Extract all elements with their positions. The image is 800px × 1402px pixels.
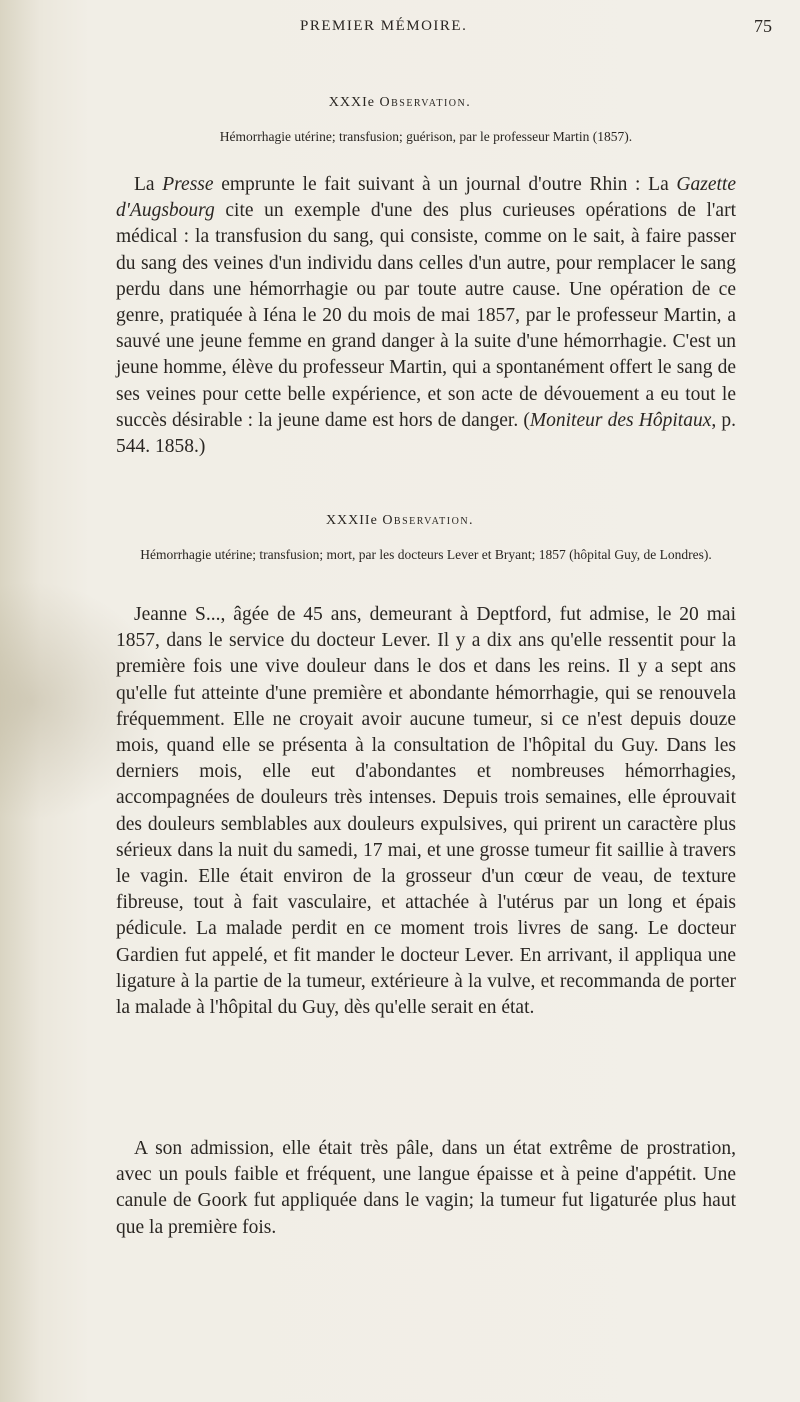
running-title: PREMIER MÉMOIRE. bbox=[300, 18, 468, 34]
observation-31-number: XXXIe bbox=[328, 95, 375, 110]
observation-32-label: Observation. bbox=[382, 513, 475, 528]
page-number: 75 bbox=[754, 16, 772, 36]
observation-31-label: Observation. bbox=[379, 95, 472, 110]
journal-title-presse: Presse bbox=[162, 174, 214, 195]
observation-31-subheading: Hémorrhagie utérine; transfusion; guérison, par le professeur Martin (1857). bbox=[219, 129, 633, 144]
observation-32-paragraph-1: Jeanne S..., âgée de 45 ans, demeurant à Deptford, fut admise, le 20 mai 1857, dans le service du docteur Lever. Il y a dix ans qu'elle ressentit pour la première fois une vive douleur dans le dos et dans les reins. Il y a sept ans qu'elle fut atteinte d'une première et abondante hémorrhagie, qui se renouvela fréquemment. Elle ne croyait avoir aucune tumeur, si ce n'est depuis douze mois, quand elle se présenta à la consultation de l'hôpital du Guy. Dans les derniers mois, elle eut d'abondantes et nombreuses hémorrhagies, accompagnées de douleurs très intenses. Depuis trois semaines, elle éprouvait des douleurs semblables aux douleurs expulsives, qui prirent un caractère plus sérieux dans la nuit du samedi, 17 mai, et une grosse tumeur fit saillie à travers le vagin. Elle était environ de la grosseur d'un cœur de veau, de texture fibreuse, tout à fait vasculaire, et attachée à l'utérus par un long et épais pédicule. La malade perdit en ce moment trois livres de sang. Le docteur Gardien fut appelé, et fit mander le docteur Lever. En arrivant, il appliqua une ligature à la partie de la tumeur, extérieure à la vulve, et recommanda de porter la malade à l'hôpital du Guy, dès qu'elle serait en état. bbox=[116, 604, 736, 1019]
observation-32-subheading: Hémorrhagie utérine; transfusion; mort, par les docteurs Lever et Bryant; 1857 (hôpital Guy, de Londres). bbox=[140, 547, 712, 562]
observation-31-paragraph bbox=[116, 172, 736, 460]
observation-32-heading bbox=[0, 513, 800, 529]
running-head bbox=[0, 16, 800, 40]
journal-title-gazette: Gazette d'Augsbourg bbox=[116, 174, 736, 222]
observation-31-heading bbox=[0, 95, 800, 111]
observation-31-text-2: emprunte le fait suivant à un journal d'outre Rhin : La bbox=[213, 174, 677, 195]
observation-31-text-4: , p. 544. 1858.) bbox=[116, 409, 737, 458]
journal-title-moniteur: Moniteur des Hôpitaux bbox=[529, 409, 712, 431]
observation-31-text-3: cite un exemple d'une des plus curieuses opérations de l'art médical : la transfusion du sang, qui consiste, comme on le sait, à faire passer du sang des veines d'un individu dans celles d'un autre, pour remplacer le sang perdu dans une hémorrhagie ou par toute autre cause. Une opération de ce genre, pratiquée à Iéna le 20 du mois de mai 1857, par le professeur Martin, a sauvé une jeune femme en grand danger à la suite d'une hémorrhagie. C'est un jeune homme, élève du professeur Martin, qui a spontanément offert le sang de ses veines pour cette belle expérience, et son acte de dévouement a eu tout le succès désirable : la jeune dame est hors de danger. ( bbox=[116, 200, 736, 431]
observation-31-text-1: La bbox=[134, 174, 163, 195]
observation-32-number: XXXIIe bbox=[325, 513, 378, 528]
observation-32-paragraph-2: A son admission, elle était très pâle, dans un état extrême de prostration, avec un pouls faible et fréquent, une langue épaisse et à peine d'appétit. Une canule de Goork fut appliquée dans le vagin; la tumeur fut ligaturée plus haut que la première fois. bbox=[116, 1138, 736, 1238]
